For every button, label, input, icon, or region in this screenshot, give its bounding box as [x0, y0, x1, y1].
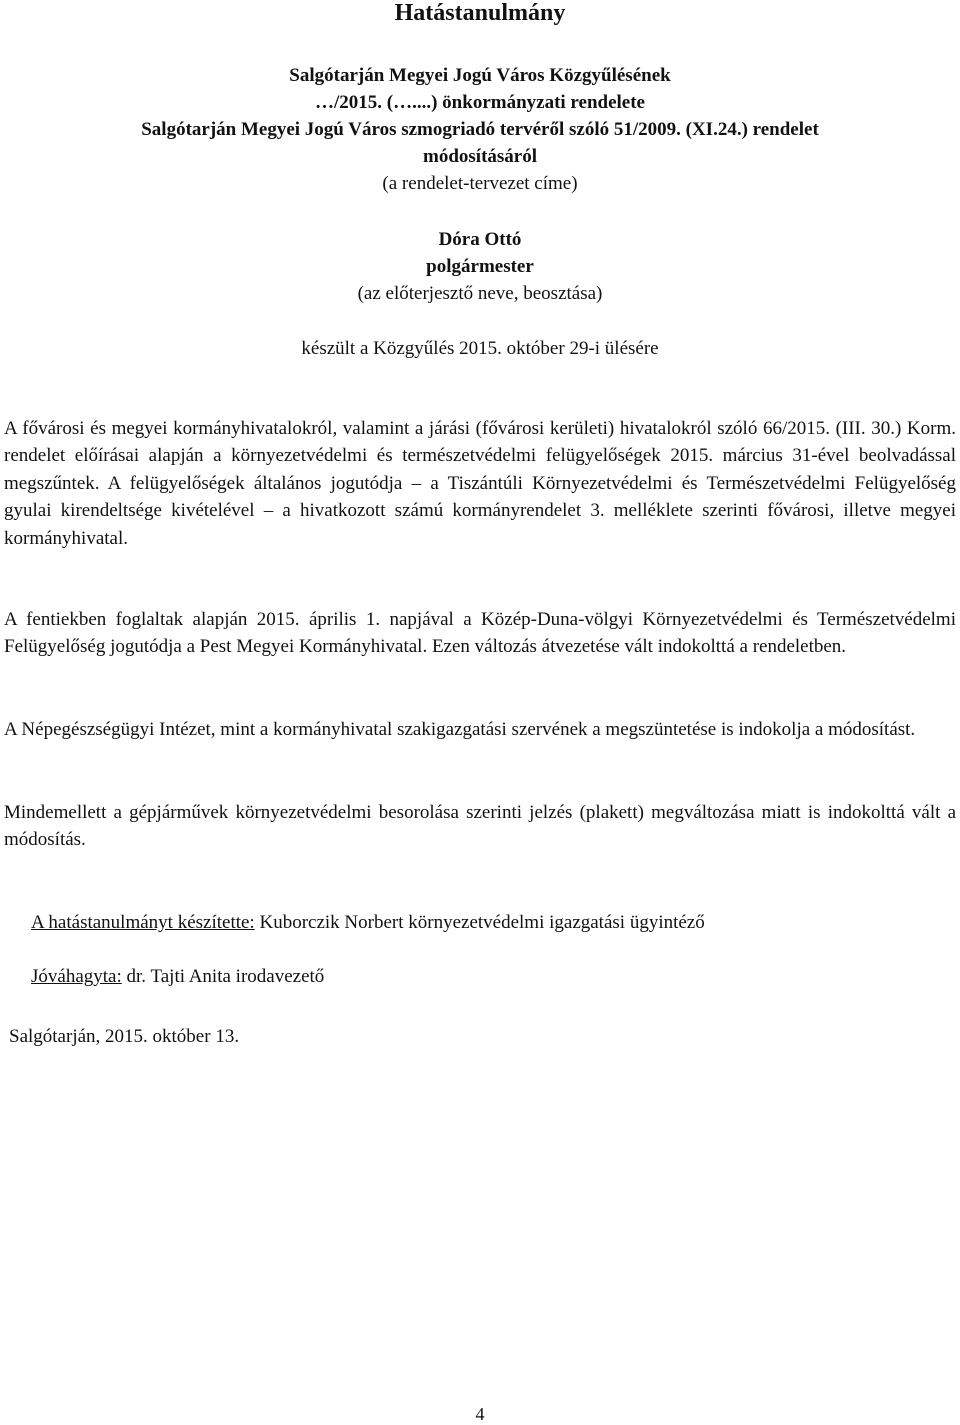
body-paragraph: Mindemellett a gépjárművek környezetvédelmi besorolása szerinti jelzés (plakett) megváltozása miatt is indokolttá vált a módosítás.: [4, 802, 956, 851]
page-number: 4: [475, 1404, 485, 1424]
presenter-position: polgármester: [426, 256, 534, 277]
presenter-note: (az előterjesztő neve, beosztása): [357, 283, 603, 304]
document-title: Hatástanulmány: [394, 0, 566, 26]
presenter-block: [0, 226, 960, 307]
regulation-title-note: (a rendelet-tervezet címe): [382, 173, 578, 194]
place-and-date: Salgótarján, 2015. október 13.: [9, 1026, 240, 1047]
prepared-by-value: Kuborczik Norbert környezetvédelmi igazgatási ügyintéző: [254, 912, 705, 933]
prepared-by-line: [31, 909, 705, 936]
regulation-title-line-2: …/2015. (…....) önkormányzati rendelete: [315, 92, 645, 113]
presenter-name: Dóra Ottó: [438, 229, 522, 250]
body-paragraph: A Népegészségügyi Intézet, mint a kormányhivatal szakigazgatási szervének a megszüntetése is indokolja a módosítást.: [4, 719, 916, 740]
regulation-title-block: [0, 62, 960, 197]
regulation-title-line-1: Salgótarján Megyei Jogú Város Közgyűlésének: [289, 65, 671, 86]
approved-by-label: Jóváhagyta:: [31, 966, 122, 987]
approved-by-value: dr. Tajti Anita irodavezető: [121, 966, 325, 987]
approved-by-line: [31, 963, 324, 990]
regulation-title-line-4: módosításáról: [423, 146, 537, 167]
regulation-title-line-3: Salgótarján Megyei Jogú Város szmogriadó tervéről szóló 51/2009. (XI.24.) rendelet: [141, 119, 819, 140]
prepared-by-label: A hatástanulmányt készítette:: [31, 912, 255, 933]
body-paragraph: A fővárosi és megyei kormányhivatalokról, valamint a járási (fővárosi kerületi) hivatalokról szóló 66/2015. (III. 30.) Korm. rendelet előírásai alapján a környezetvédelmi és természetvédelmi felügyelőségek 2015. március 31-ével beolvadással megszűntek. A felügyelőségek általános jogutódja – a Tiszántúli Környezetvédelmi és Természetvédelmi Felügyelőség gyulai kirendeltsége kivételével – a hivatkozott számú kormányrendelet 3. melléklete szerinti fővárosi, illetve megyei kormányhivatal.: [4, 418, 956, 549]
meeting-line: készült a Közgyűlés 2015. október 29-i ülésére: [301, 338, 659, 359]
body-paragraph: A fentiekben foglaltak alapján 2015. április 1. napjával a Közép-Duna-völgyi Környezetvédelmi és Természetvédelmi Felügyelőség jogutódja a Pest Megyei Kormányhivatal. Ezen változás átvezetése vált indokolttá a rendeletben.: [4, 609, 956, 658]
